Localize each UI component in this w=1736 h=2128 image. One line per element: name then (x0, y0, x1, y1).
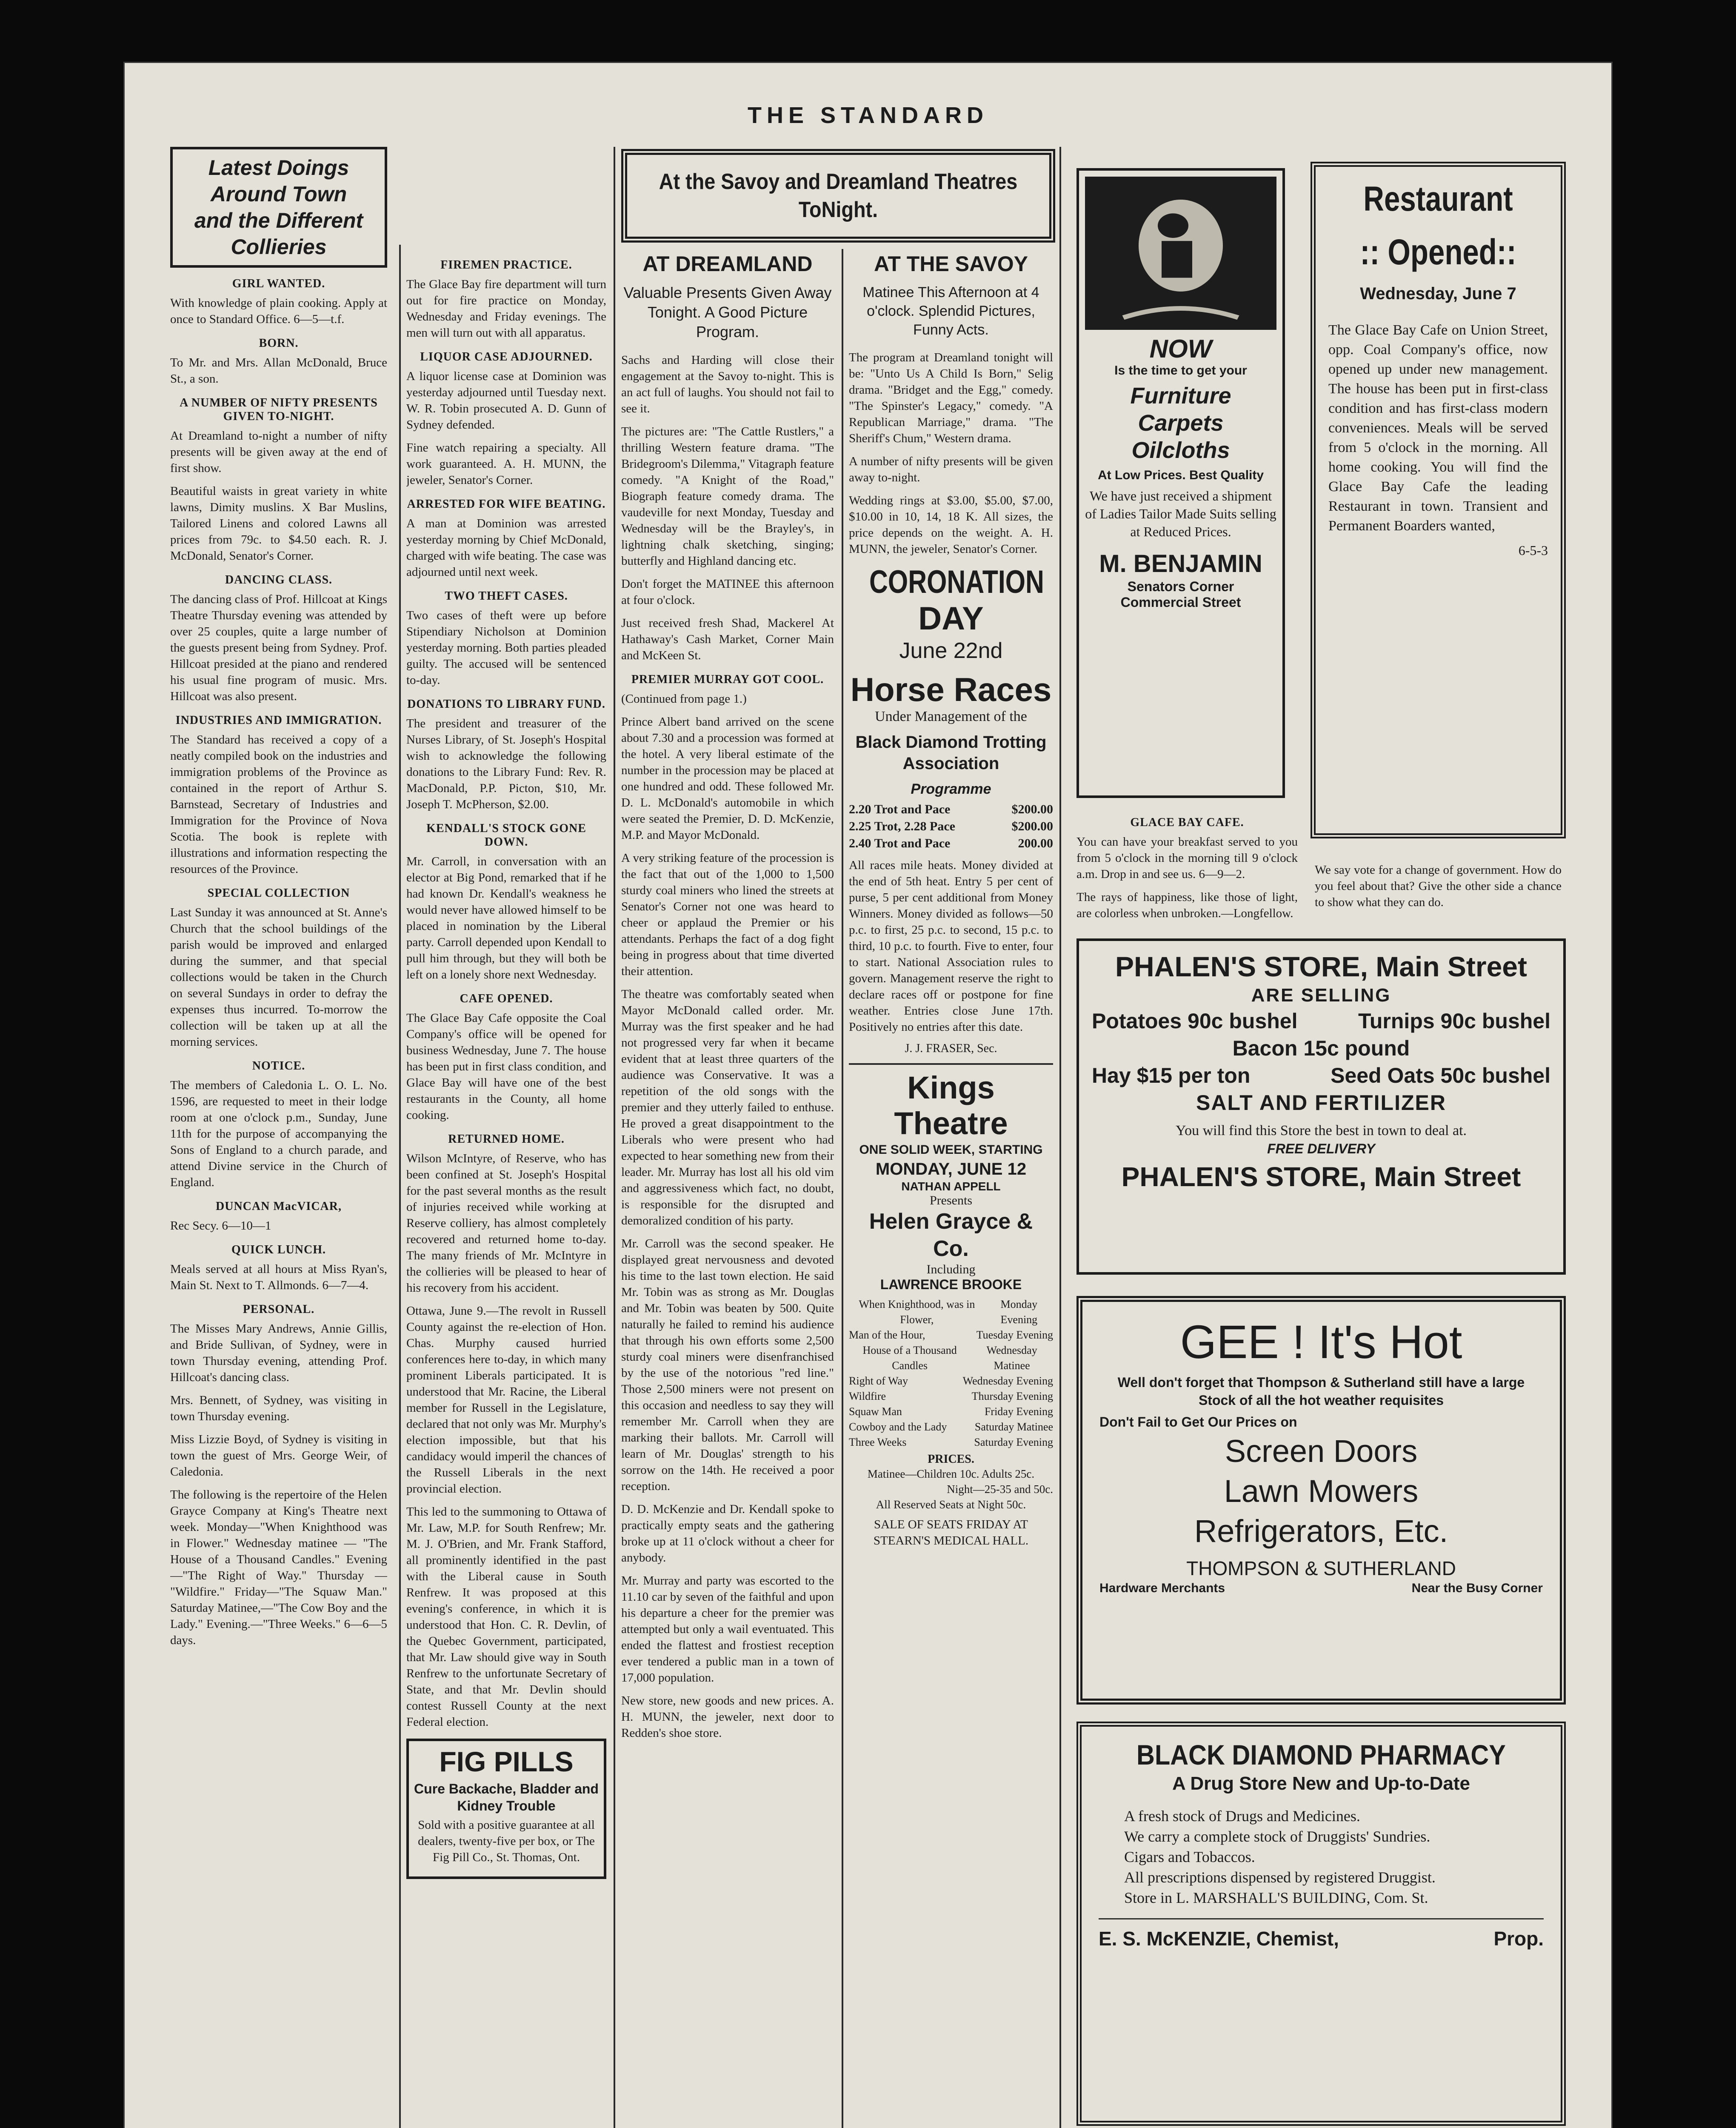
schedule-when: Monday Evening (1000, 1298, 1038, 1326)
pharmacy-l4: All prescriptions dispensed by registered Druggist. (1124, 1869, 1436, 1886)
schedule-play: Three Weeks (849, 1436, 907, 1448)
kings-theatre-ad (849, 1063, 1053, 1549)
schedule-play: When Knighthood, was in Flower, (859, 1298, 975, 1326)
benjamin-carpets: Carpets (1138, 410, 1224, 436)
gee-firm: THOMPSON & SUTHERLAND (1186, 1557, 1456, 1579)
item-heading: GIRL WANTED. (232, 277, 326, 290)
item-body: To Mr. and Mrs. Allan McDonald, Bruce St., a son. (170, 356, 387, 386)
column-3 (621, 249, 834, 2128)
item-body: Beautiful waists in great variety in white lawns, Dimity muslins. X Bar Muslins, Tailored Linens and colored Lawns all prices from 79c. to $4.50 each. R. J. McDonald, Senator's Corner. (170, 484, 387, 563)
gee-item3: Refrigerators, Etc. (1194, 1513, 1448, 1549)
item-body: D. D. McKenzie and Dr. Kendall spoke to practically empty seats and the gathering broke up at 11 o'clock without a cheer for anybody. (621, 1502, 834, 1565)
item-heading: QUICK LUNCH. (231, 1243, 326, 1256)
item-heading: NOTICE. (252, 1059, 306, 1073)
race-name: 2.20 Trot and Pace (849, 802, 951, 816)
coronation-date: June 22nd (899, 638, 1003, 663)
phalen-selling: ARE SELLING (1251, 985, 1391, 1006)
restaurant-ad (1311, 162, 1566, 838)
column-rule (842, 249, 843, 2128)
benjamin-name: M. BENJAMIN (1099, 550, 1262, 578)
item-heading: SPECIAL COLLECTION (207, 887, 350, 900)
race-name: 2.40 Trot and Pace (849, 836, 951, 850)
management-label: Under Management of the (875, 709, 1027, 724)
schedule-row (849, 1419, 1053, 1435)
phalen-row-1 (1092, 1007, 1550, 1035)
item-body: A very striking feature of the procession is the fact that out of the 1,000 to 1,500 sturdy coal miners who lined the streets at Senator's Corner not one was heard to cheer or applaud the Premier or his attendants. Perhaps the fact of a dog fight being in progress about that time diverted their attention. (621, 851, 834, 978)
benjamin-line1: Is the time to get your (1114, 363, 1247, 378)
item-body: Mr. Murray and party was escorted to the 11.10 car by seven of the faithful and upon his departure a cheer for the premier was attempted but only a wail eventuated. This ended the flattest and frostiest reception ever tendered a public man in a town of 17,000 population. (621, 1574, 834, 1685)
phalen-salt: SALT AND FERTILIZER (1196, 1091, 1446, 1115)
item-body: The president and treasurer of the Nurses Library, of St. Joseph's Hospital wish to acknowledge the following donations to the Library Fund: Rev. R. MacDonald, P.P. Picton, $10, Mr. Joseph T. McPherson, $2.00. (406, 717, 606, 811)
item-body: The pictures are: "The Cattle Rustlers," a thrilling Western feature drama. "The Bridegroom's Dilemma," Vitagraph feature comedy. "A Knight of the Road," Biograph feature comedy drama. The vaudeville for next Monday, Tuesday and Wednesday will be the Brayley's, in lightning chalk sketching, singing; butterfly and Highland dancing etc. (621, 425, 834, 568)
pharmacy-sub: A Drug Store New and Up-to-Date (1172, 1773, 1470, 1794)
column-3-items (621, 352, 834, 1741)
programme-label: Programme (911, 781, 991, 797)
pharmacy-l1: A fresh stock of Drugs and Medicines. (1124, 1808, 1360, 1825)
item-heading: KENDALL'S STOCK GONE DOWN. (426, 822, 586, 849)
coronation-ad (849, 564, 1053, 1055)
item-body: A liquor license case at Dominion was yesterday adjourned until Tuesday next. W. R. Tobin prosecuted A. D. Gunn of Sydney defended. (406, 369, 606, 432)
kings-date: MONDAY, JUNE 12 (875, 1160, 1027, 1178)
benjamin-oilcloths: Oilcloths (1131, 438, 1230, 463)
schedule-when: Saturday Matinee (974, 1421, 1053, 1433)
fig-pills-body: Sold with a positive guarantee at all dealers, twenty-five per box, or The Fig Pill Co., St. Thomas, Ont. (418, 1818, 595, 1864)
item-heading: CAFE OPENED. (460, 992, 553, 1005)
phalen-oats: Seed Oats 50c bushel (1331, 1064, 1550, 1087)
schedule-row (849, 1404, 1053, 1419)
seat-sale: SALE OF SEATS FRIDAY AT STEARN'S MEDICAL HALL. (873, 1518, 1029, 1547)
pharmacy-name: E. S. McKENZIE, Chemist, (1099, 1928, 1339, 1950)
phalen-row-2 (1092, 1062, 1550, 1089)
schedule-play: Man of the Hour, (849, 1329, 925, 1341)
item-body: The Glace Bay Cafe opposite the Coal Company's office will be opened for business Wednesday, June 7. The house has been put in first class condition, and Glace Bay will have one of the best restaurants in the County, all home cooking. (406, 1011, 606, 1122)
schedule-row (849, 1327, 1053, 1343)
gee-footer (1099, 1581, 1543, 1596)
item-body: The theatre was comfortably seated when Mayor McDonald called order. Mr. Murray was the first speaker and he had not progressed very far when it became evident that at least three quarters of the audience was Conservative. It was a repetition of the old songs with the premier and they utterly failed to enthuse. He proved a great disappointment to the Liberals who were present who had expected to hear something new from their leader. Mr. Murray has lost all his old vim and aggressiveness which fact, no doubt, is responsible for the disrupted and demoralized condition of his party. (621, 987, 834, 1227)
benjamin-body: We have just received a shipment of Ladies Tailor Made Suits selling at Reduced Prices. (1085, 488, 1276, 539)
kings-schedule (849, 1297, 1053, 1450)
programme-list (849, 801, 1053, 852)
schedule-when: Friday Evening (984, 1405, 1053, 1418)
newspaper-page (123, 62, 1613, 2128)
gee-right: Near the Busy Corner (1411, 1581, 1543, 1595)
pharmacy-l5: Store in L. MARSHALL'S BUILDING, Com. St. (1124, 1889, 1428, 1906)
item-body: The following is the repertoire of the Helen Grayce Company at King's Theatre next week. Monday—"When Knighthood was in Flower." Wednesday matinee — "The House of a Thousand Candles." Evening—"The Right of Way." Thursday — "Wildfire." Friday—"The Squaw Man." Saturday Matinee,—"The Cow Boy and the Lady." Evening.—"Three Weeks." 6—6—5 days. (170, 1488, 387, 1647)
cafe-notice-body: You can have your breakfast served to you from 5 o'clock in the morning till 9 o'clock a.m. Drop in and see us. 6—9—2. (1076, 835, 1298, 881)
kings-star: LAWRENCE BROOKE (880, 1277, 1022, 1292)
column-2 (406, 249, 606, 2122)
schedule-when: Wednesday Matinee (986, 1344, 1037, 1372)
schedule-play: Wildfire (849, 1390, 886, 1402)
phalen-title: PHALEN'S STORE, Main Street (1115, 951, 1527, 982)
restaurant-opened: :: Opened:: (1360, 232, 1516, 272)
dreamland-text: Valuable Presents Given Away Tonight. A Good Picture Program. (623, 284, 832, 340)
savoy-text: Matinee This Afternoon at 4 o'clock. Splendid Pictures, Funny Acts. (862, 284, 1039, 338)
item-heading: DONATIONS TO LIBRARY FUND. (407, 698, 605, 711)
kings-including: Including (926, 1262, 976, 1276)
prices-1: Matinee—Children 10c. Adults 25c. (867, 1467, 1035, 1480)
item-body: Wilson McIntyre, of Reserve, who has been confined at St. Joseph's Hospital for the past several months as the result of injuries received while working at Reserve colliery, has almost completely recovered and returned home to-day. The many friends of Mr. McIntyre in the collieries will be pleased to hear of his recovery from his accident. (406, 1152, 606, 1295)
item-body: New store, new goods and new prices. A. H. MUNN, the jeweler, next door to Redden's shoe store. (621, 1694, 834, 1740)
schedule-when: Saturday Evening (974, 1436, 1053, 1448)
pharmacy-l3: Cigars and Tobaccos. (1124, 1848, 1255, 1865)
cafe-notice-head: GLACE BAY CAFE. (1130, 816, 1244, 829)
local-news-headline: Latest Doings Around Town and the Different Collieries (194, 156, 363, 259)
column-4 (849, 249, 1053, 2128)
item-body: Mr. Carroll, in conversation with an elector at Big Pond, remarked that if he had known Dr. Kendall's weakness he would never have allowed himself to be placed in nomination by the Liberal party. Carroll depended upon Kendall to pull him through, but they will both be left on a lonely shore next Wednesday. (406, 855, 606, 981)
item-body: Just received fresh Shad, Mackerel At Hathaway's Cash Market, Corner Main and McKeen St. (621, 616, 834, 662)
vote-text: We say vote for a change of government. How do you feel about that? Give the other side a chance to show what they can do. (1315, 863, 1562, 909)
race-purse: $200.00 (1011, 819, 1053, 833)
race-purse: 200.00 (1018, 836, 1053, 850)
rocking-chair-icon (1085, 177, 1276, 330)
benjamin-addr1: Senators Corner (1127, 579, 1234, 594)
item-body: Last Sunday it was announced at St. Anne's Church that the school buildings of the parish would be improved and enlarged during the summer, and that special collections would be taken in the Church on several Sundays in order to defray the expenses thus incurred. To-morrow the collection will be taken up at all the morning services. (170, 906, 387, 1049)
item-heading: PERSONAL. (243, 1303, 315, 1316)
kings-week: ONE SOLID WEEK, STARTING (859, 1143, 1043, 1157)
theatres-header: At the Savoy and Dreamland Theatres ToNight. (659, 169, 1018, 222)
item-body: The members of Caledonia L. O. L. No. 1596, are requested to meet in their lodge room at one o'clock p.m., Sunday, June 11th for the purpose of accompanying the Sons of England to a church parade, and attend Divine service in the Church of England. (170, 1078, 387, 1189)
kings-presenter: NATHAN APPELL (901, 1180, 1001, 1193)
restaurant-date: Wednesday, June 7 (1360, 284, 1516, 303)
horse-races: Horse Races (850, 671, 1052, 708)
item-heading: TWO THEFT CASES. (445, 589, 568, 603)
fig-pills-sub: Cure Backache, Bladder and Kidney Trouble (414, 1781, 599, 1813)
gee-left: Hardware Merchants (1099, 1581, 1225, 1595)
kings-title: Kings Theatre (894, 1070, 1008, 1141)
gee-item2: Lawn Mowers (1224, 1473, 1419, 1509)
item-body: Two cases of theft were up before Stipendiary Nicholson at Dominion yesterday morning. Both parties pleaded guilty. The accused will be sentenced to-day. (406, 609, 606, 687)
column-4-items (849, 349, 1053, 557)
coronation-line2: DAY (918, 601, 984, 637)
gee-line2: Don't Fail to Get Our Prices on (1099, 1414, 1297, 1430)
cafe-notice (1076, 807, 1298, 928)
item-heading: FIREMEN PRACTICE. (440, 258, 572, 272)
item-body: This led to the summoning to Ottawa of Mr. Law, M.P. for South Renfrew; Mr. M. J. O'Brien, and Mr. Frank Stafford, all prominently identified in the past with the Liberal cause in South Renfrew. It was proposed at this evening's conference, in which it is understood that Hon. C. R. Devlin, of the Quebec Government, participated, that Mr. Law should give way in South Renfrew to the unfortunate Secretary of State, and that Mr. Devlin should contest Russell County at the next Federal election. (406, 1505, 606, 1729)
column-1 (170, 147, 387, 2122)
rocking-chair-illustration (1085, 177, 1276, 330)
programme-row (849, 801, 1053, 818)
item-body: Mrs. Bennett, of Sydney, was visiting in town Thursday evening. (170, 1393, 387, 1423)
gee-title: GEE ! It's Hot (1180, 1316, 1462, 1368)
local-news-headline-box (170, 147, 387, 268)
column-rule (614, 147, 615, 2128)
association-name: Black Diamond Trotting Association (855, 733, 1047, 773)
item-body: The Misses Mary Andrews, Annie Gillis, and Bride Sullivan, of Sydney, were in town Thursday evening, attending Prof. Hillcoat's dancing class. (170, 1322, 387, 1384)
pharmacy-footer (1099, 1918, 1544, 1950)
fig-pills-title: FIG PILLS (439, 1746, 574, 1777)
item-body: With knowledge of plain cooking. Apply at once to Standard Office. 6—5—t.f. (170, 296, 387, 326)
item-body: (Continued from page 1.) (621, 692, 747, 706)
kings-company: Helen Grayce & Co. (869, 1209, 1033, 1261)
item-heading: INDUSTRIES AND IMMIGRATION. (175, 714, 382, 727)
race-signed: J. J. FRASER, Sec. (905, 1042, 997, 1055)
item-body: Don't forget the MATINEE this afternoon at four o'clock. (621, 577, 834, 607)
prices-2: Night—25-35 and 50c. (947, 1483, 1053, 1496)
phalen-turnips: Turnips 90c bushel (1358, 1009, 1550, 1033)
item-body: Fine watch repairing a specialty. All work guaranteed. A. H. MUNN, the jeweler, Senator's Corner. (406, 441, 606, 487)
programme-row (849, 835, 1053, 852)
schedule-play: House of a Thousand Candles (862, 1344, 957, 1372)
item-body: Prince Albert band arrived on the scene about 7.30 and a procession was formed at the hotel. A very liberal estimate of the number in the procession may be placed at one hundred and odd. These followed Mr. D. L. McDonald's automobile in which were seated the Premier, D. D. McKenzie, M.P. and Mayor McDonald. (621, 715, 834, 842)
item-body: Rec Secy. 6—10—1 (170, 1219, 271, 1233)
programme-row (849, 818, 1053, 835)
phalen-hay: Hay $15 per ton (1092, 1064, 1251, 1087)
restaurant-body: The Glace Bay Cafe on Union Street, opp. Coal Company's office, now opened up under new management. The house has been put in first-class condition and has first-class modern conveniences. Meals will be served from 5 o'clock in the morning. All home cooking. You will find the Glace Bay Cafe the leading Restaurant in town. Transient and Permanent Boarders wanted, (1328, 322, 1548, 534)
longfellow-quote: The rays of happiness, like those of light, are colorless when unbroken.—Longfellow. (1076, 890, 1298, 920)
column-rule (399, 245, 401, 2128)
fig-pills-ad (406, 1739, 606, 1879)
pharmacy-l2: We carry a complete stock of Druggists' Sundries. (1124, 1828, 1430, 1845)
schedule-row (849, 1373, 1053, 1389)
restaurant-title: Restaurant (1363, 180, 1513, 218)
column-2-items (406, 258, 606, 1730)
restaurant-code: 6-5-3 (1518, 543, 1548, 558)
kings-presents: Presents (930, 1193, 972, 1207)
benjamin-addr2: Commercial Street (1120, 595, 1241, 610)
item-heading: LIQUOR CASE ADJOURNED. (420, 350, 593, 363)
schedule-row (849, 1297, 1053, 1327)
savoy-title: AT THE SAVOY (874, 252, 1028, 276)
schedule-play: Squaw Man (849, 1405, 902, 1418)
column-rule (1059, 147, 1061, 2128)
item-body: The dancing class of Prof. Hillcoat at Kings Theatre Thursday evening was attended by over 25 couples, quite a large number of the guests present being from Sydney. Prof. Hillcoat presided at the piano and rendered his usual fine program of music. Mrs. Hillcoat was also present. (170, 592, 387, 703)
pharmacy-ad (1076, 1722, 1566, 2126)
benjamin-now: NOW (1149, 335, 1212, 363)
item-body: Wedding rings at $3.00, $5.00, $7.00, $10.00 in 10, 14, 18 K. All sizes, the price depends on the weight. A. H. MUNN, the jeweler, Senator's Corner. (849, 494, 1053, 556)
item-body: A man at Dominion was arrested yesterday morning by Chief McDonald, charged with wife beating. The case was adjourned until next week. (406, 517, 606, 579)
item-body: The Glace Bay fire department will turn out for fire practice on Monday, Wednesday and Friday evenings. The men will turn out with all apparatus. (406, 277, 606, 340)
schedule-when: Tuesday Evening (976, 1329, 1053, 1341)
prices-3: All Reserved Seats at Night 50c. (876, 1498, 1026, 1511)
pharmacy-title: BLACK DIAMOND PHARMACY (1136, 1739, 1506, 1770)
phalen-store-ad (1076, 938, 1566, 1275)
item-body: A number of nifty presents will be given away to-night. (849, 455, 1053, 484)
schedule-play: Right of Way (849, 1375, 908, 1387)
schedule-row (849, 1435, 1053, 1450)
column-1-items (170, 277, 387, 1648)
item-heading: RETURNED HOME. (448, 1133, 565, 1146)
masthead: THE STANDARD (748, 103, 988, 128)
prices-label: PRICES. (928, 1453, 974, 1466)
item-heading: ARRESTED FOR WIFE BEATING. (407, 498, 606, 511)
phalen-footer: PHALEN'S STORE, Main Street (1121, 1161, 1521, 1192)
phalen-best: You will find this Store the best in town to deal at. (1175, 1123, 1467, 1138)
schedule-play: Cowboy and the Lady (849, 1421, 947, 1433)
benjamin-furniture: Furniture (1130, 383, 1231, 409)
item-body: Meals served at all hours at Miss Ryan's, Main St. Next to T. Allmonds. 6—7—4. (170, 1262, 387, 1292)
schedule-when: Thursday Evening (971, 1390, 1053, 1402)
benjamin-ad (1076, 168, 1285, 798)
item-body: The Standard has received a copy of a neatly compiled book on the industries and immigration problems of the Province as contained in the report of Arthur S. Barnstead, Secretary of Industries and Immigration for the Province of Nova Scotia. The book is replete with illustrations and information respecting the resources of the Province. (170, 733, 387, 876)
race-name: 2.25 Trot, 2.28 Pace (849, 819, 955, 833)
schedule-row (849, 1389, 1053, 1404)
item-body: Ottawa, June 9.—The revolt in Russell County against the re-election of Hon. Chas. Murphy caused hurried conferences here to-day, in which many prominent Liberals participated. It is understood that Mr. Racine, the Liberal member for Russell in the Legislature, declared that not only was Mr. Murphy's election impossible, but that his candidacy would imperil the chances of the Russell Liberals in the next provincial election. (406, 1304, 606, 1496)
schedule-row (849, 1343, 1053, 1373)
race-purse: $200.00 (1011, 802, 1053, 816)
item-heading: BORN. (259, 337, 299, 350)
phalen-free: FREE DELIVERY (1267, 1141, 1375, 1156)
coronation-line1: CORONATION (869, 564, 1044, 600)
theatres-header-box (621, 149, 1055, 243)
pharmacy-prop: Prop. (1493, 1928, 1544, 1950)
thompson-sutherland-ad (1076, 1296, 1566, 1705)
item-heading: DANCING CLASS. (225, 573, 333, 586)
item-body: The program at Dreamland tonight will be: "Unto Us A Child Is Born," Selig drama. "Bridget and the Egg," comedy. "The Spinster's Legacy," comedy. "A Republican Marriage," drama. "The Sheriff's Chum," Western drama. (849, 351, 1053, 445)
gee-item1: Screen Doors (1225, 1433, 1418, 1469)
dreamland-title: AT DREAMLAND (642, 252, 813, 276)
benjamin-low: At Low Prices. Best Quality (1097, 468, 1264, 482)
vote-notice (1315, 862, 1562, 917)
gee-line1: Well don't forget that Thompson & Sutherland still have a large Stock of all the hot weather requisites (1117, 1375, 1525, 1408)
race-rules: All races mile heats. Money divided at the end of 5th heat. Entry 5 per cent of purse, 5 per cent additional from Money Winners. Money divided as follows—50 p.c. to first, 25 p.c. to second, 15 p.c. to third, 10 p.c. to fourth. Five to enter, four to start. National Association rules to govern. Management reserve the right to declare races off or postpone for fine weather. Entries close June 17th. Positively no entries after this date. (849, 858, 1053, 1034)
item-heading: DUNCAN MacVICAR, (216, 1200, 342, 1213)
schedule-when: Wednesday Evening (962, 1375, 1053, 1387)
item-heading: A NUMBER OF NIFTY PRESENTS GIVEN TO-NIGHT. (180, 396, 378, 423)
item-body: Miss Lizzie Boyd, of Sydney is visiting in town the guest of Mrs. George Weir, of Caledonia. (170, 1433, 387, 1479)
item-body: Sachs and Harding will close their engagement at the Savoy to-night. This is an act full of laughs. You should not fail to see it. (621, 353, 834, 415)
phalen-bacon: Bacon 15c pound (1232, 1036, 1410, 1060)
item-body: Mr. Carroll was the second speaker. He displayed great nervousness and devoted his time to the last town election. He said Mr. Tobin was as strong as Mr. Douglas and Mr. Tobin was beaten by 500. Quite naturally he failed to remind his audience that through his own efforts some 2,500 sturdy coal miners were disenfranchised by the use of the notorious "red line." Those 2,500 miners were not present on this occasion and needless to say they will remember Mr. Carroll when they are marking their ballots. Mr. Carroll will learn of Mr. Douglas' strength to his sorrow on the 14th. He received a poor reception. (621, 1237, 834, 1493)
phalen-potatoes: Potatoes 90c bushel (1092, 1009, 1298, 1033)
item-heading: PREMIER MURRAY GOT COOL. (631, 673, 824, 686)
item-body: At Dreamland to-night a number of nifty presents will be given away at the end of first show. (170, 429, 387, 475)
